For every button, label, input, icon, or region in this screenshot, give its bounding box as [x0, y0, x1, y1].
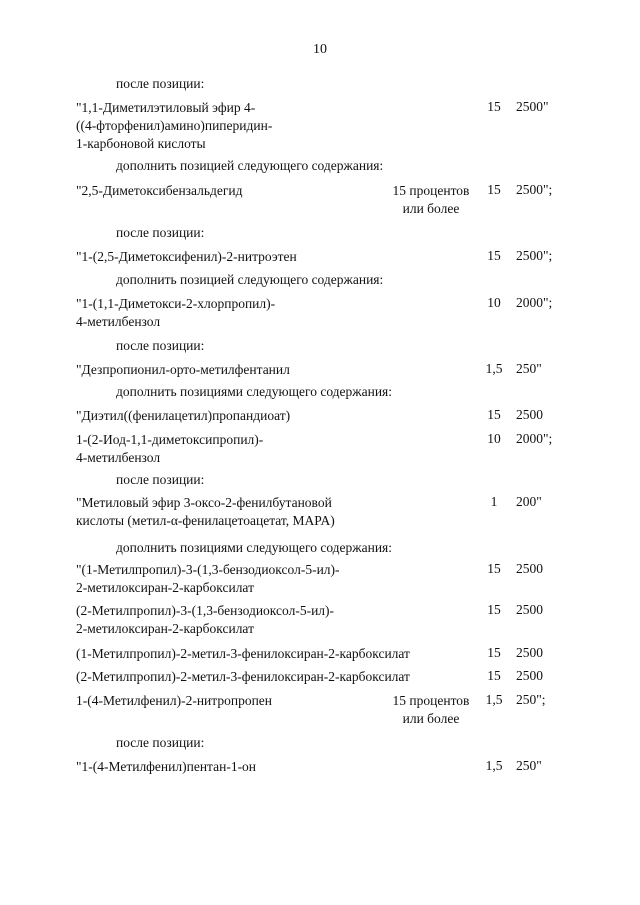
value-1: 15: [487, 407, 501, 422]
substance-name: "1,1-Диметилэтиловый эфир 4- ((4-фторфенил)амино)пиперидин- 1-карбоновой кислоты: [76, 100, 273, 151]
substance-name: (2-Метилпропил)-3-(1,3-бензодиоксол-5-ил)- 2-метилоксиран-2-карбоксилат: [76, 603, 335, 636]
value-1: 15: [487, 248, 501, 263]
value-2: 2500: [516, 602, 543, 617]
instruction-after: после позиции:: [116, 472, 205, 487]
substance-name: 1-(2-Иод-1,1-диметоксипропил)- 4-метилбензол: [76, 432, 264, 465]
value-1: 15: [487, 182, 501, 197]
concentration-note: 15 процентов или более: [392, 693, 470, 726]
value-2: 2500: [516, 645, 543, 660]
value-2: 2500": [516, 99, 549, 114]
substance-name: "Дезпропионил-орто-метилфентанил: [76, 362, 290, 377]
value-2: 2500: [516, 668, 543, 683]
instruction-after: после позиции:: [116, 735, 205, 750]
value-2: 2500";: [516, 248, 553, 263]
value-1: 15: [487, 645, 501, 660]
value-2: 2500";: [516, 182, 553, 197]
instruction-add-one: дополнить позицией следующего содержания:: [116, 158, 384, 173]
substance-name: "2,5-Диметоксибензальдегид: [76, 183, 243, 198]
value-2: 250": [516, 758, 542, 773]
value-1: 15: [487, 602, 501, 617]
substance-name: "Метиловый эфир 3-оксо-2-фенилбутановой кислоты (метил-α-фенилацетоацетат, MAPA): [76, 495, 335, 528]
concentration-note: 15 процентов или более: [392, 183, 470, 216]
value-2: 2500: [516, 407, 543, 422]
substance-name: (2-Метилпропил)-2-метил-3-фенилоксиран-2-карбоксилат: [76, 669, 410, 684]
value-1: 1,5: [485, 361, 503, 376]
page-number: 10: [313, 42, 327, 57]
value-2: 250": [516, 361, 542, 376]
value-1: 15: [487, 668, 501, 683]
instruction-add-one: дополнить позицией следующего содержания:: [116, 272, 384, 287]
value-2: 250";: [516, 692, 546, 707]
substance-name: (1-Метилпропил)-2-метил-3-фенилоксиран-2-карбоксилат: [76, 646, 410, 661]
value-1: 1,5: [485, 758, 503, 773]
substance-name: "1-(4-Метилфенил)пентан-1-он: [76, 759, 257, 774]
value-1: 1,5: [485, 692, 503, 707]
substance-name: 1-(4-Метилфенил)-2-нитропропен: [76, 693, 273, 708]
value-1: 15: [487, 561, 501, 576]
value-2: 200": [516, 494, 542, 509]
value-1: 15: [487, 99, 501, 114]
substance-name: "1-(2,5-Диметоксифенил)-2-нитроэтен: [76, 249, 297, 264]
value-2: 2000";: [516, 431, 553, 446]
value-1: 1: [490, 494, 498, 509]
instruction-add-many: дополнить позициями следующего содержания:: [116, 540, 393, 555]
value-2: 2500: [516, 561, 543, 576]
substance-name: "Диэтил((фенилацетил)пропандиоат): [76, 408, 291, 423]
instruction-after: после позиции:: [116, 225, 205, 240]
value-2: 2000";: [516, 295, 553, 310]
instruction-after: после позиции:: [116, 76, 205, 91]
value-1: 10: [487, 295, 501, 310]
value-1: 10: [487, 431, 501, 446]
instruction-after: после позиции:: [116, 338, 205, 353]
substance-name: "(1-Метилпропил)-3-(1,3-бензодиоксол-5-ил)- 2-метилоксиран-2-карбоксилат: [76, 562, 340, 595]
instruction-add-many: дополнить позициями следующего содержания:: [116, 384, 393, 399]
substance-name: "1-(1,1-Диметокси-2-хлорпропил)- 4-метилбензол: [76, 296, 276, 329]
